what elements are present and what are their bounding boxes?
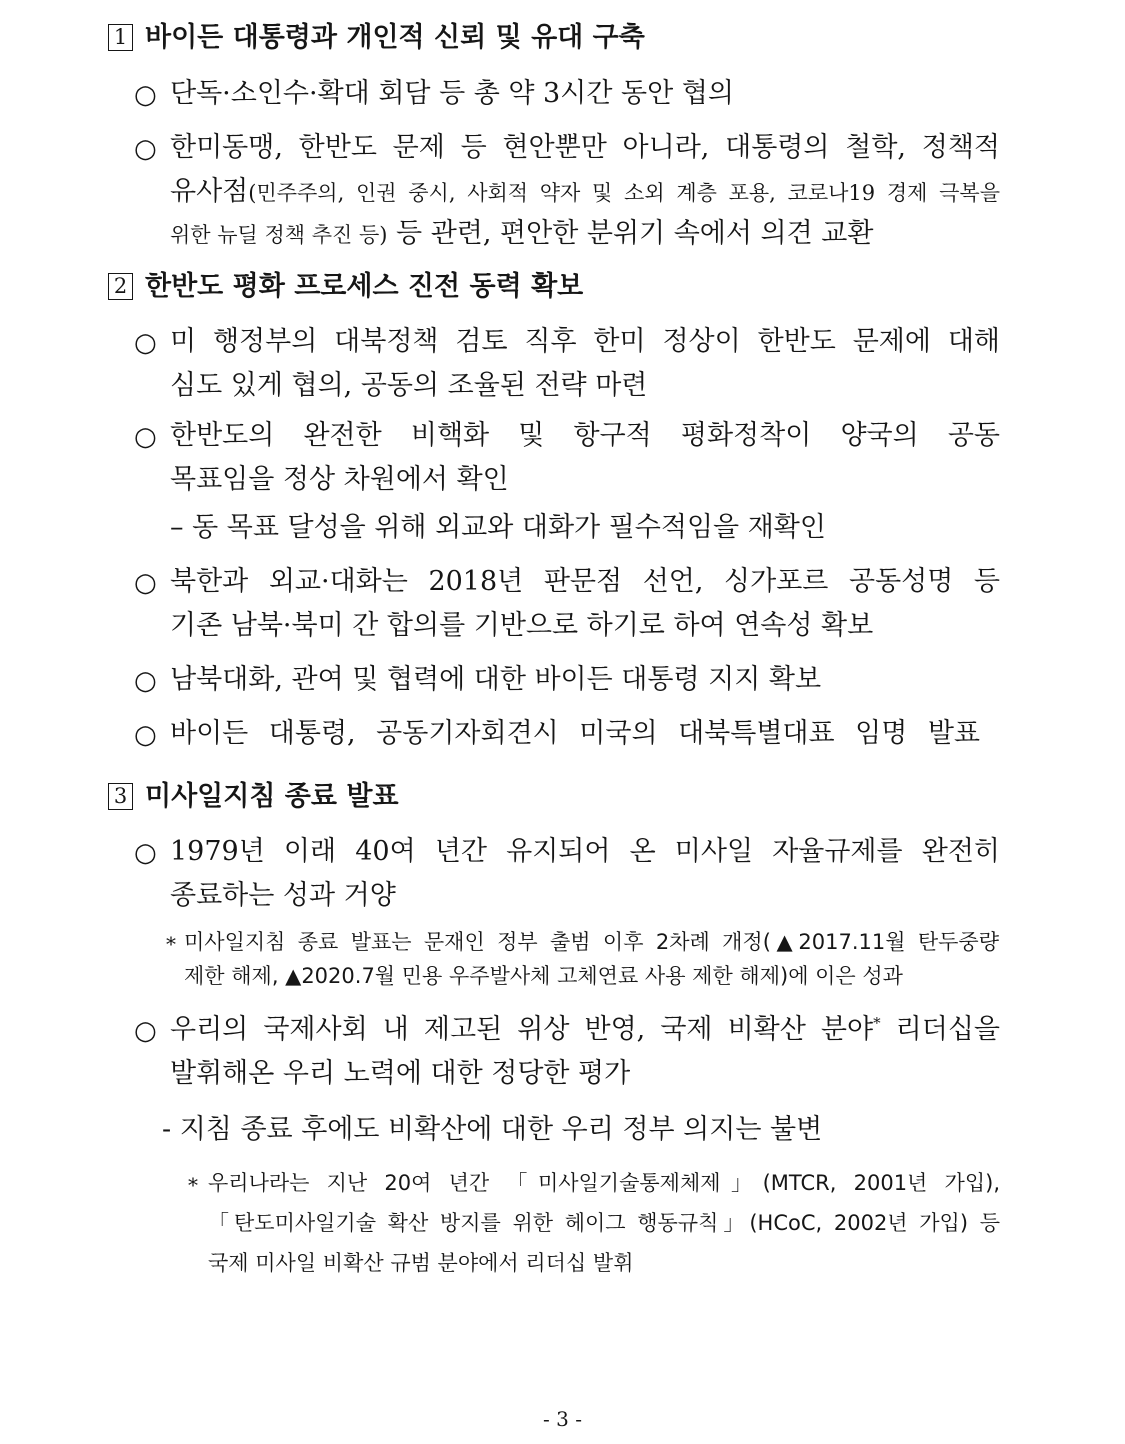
item-text: 1979년 이래 40여 년간 유지되어 온 미사일 자율규제를 완전히 — [170, 836, 1000, 867]
item-text-parenthetical: (민주주의, 인권 중시, 사회적 약자 및 소외 계층 포용, 코로나19 경제 극복을 — [248, 181, 1000, 205]
footnote-marker: * — [873, 1014, 881, 1032]
item-text-main: 우리의 국제사회 내 제고된 위상 반영, 국제 비확산 분야 — [170, 1014, 874, 1045]
item-text: 단독·소인수·확대 회담 등 총 약 3시간 동안 협의 — [170, 78, 734, 109]
bullet-icon: ○ — [134, 1016, 157, 1046]
bullet-icon: ○ — [134, 838, 157, 868]
bullet-icon: ○ — [134, 422, 157, 452]
page-number: - 3 - — [543, 1407, 582, 1431]
bullet-icon: ○ — [134, 328, 157, 358]
section-number-box: 1 — [108, 24, 133, 51]
section-3-heading — [108, 783, 399, 810]
bullet-icon: ○ — [134, 134, 157, 164]
section-title: 한반도 평화 프로세스 진전 동력 확보 — [145, 271, 584, 302]
item-text-main: 리더십을 — [880, 1014, 1000, 1045]
item-text-line — [170, 220, 873, 247]
section-title: 미사일지침 종료 발표 — [145, 781, 399, 812]
section-1-heading — [108, 24, 645, 51]
item-text: 종료하는 성과 거양 — [170, 880, 396, 911]
item-text: 북한과 외교·대화는 2018년 판문점 선언, 싱가포르 공동성명 등 — [170, 566, 1000, 597]
item-text: 한반도의 완전한 비핵화 및 항구적 평화정착이 양국의 공동 — [170, 420, 1000, 451]
sub-item-text: – 동 목표 달성을 위해 외교와 대화가 필수적임을 재확인 — [170, 512, 826, 543]
item-text: 기존 남북·북미 간 합의를 기반으로 하기로 하여 연속성 확보 — [170, 610, 874, 641]
item-text-parenthetical: 위한 뉴딜 정책 추진 등) — [170, 223, 388, 247]
section-number-box: 2 — [108, 273, 133, 300]
bullet-icon: ○ — [134, 568, 157, 598]
footnote-text: 우리나라는 지난 20여 년간 「미사일기술통제체제」(MTCR, 2001년 가입), — [208, 1171, 1000, 1195]
item-text-main: 유사점 — [170, 176, 249, 207]
sub-item-text: - 지침 종료 후에도 비확산에 대한 우리 정부 의지는 불변 — [162, 1114, 823, 1145]
item-text: 바이든 대통령, 공동기자회견시 미국의 대북특별대표 임명 발표 — [170, 718, 980, 749]
item-text-line — [170, 178, 1000, 205]
bullet-icon: ○ — [134, 80, 157, 110]
footnote-text: 미사일지침 종료 발표는 문재인 정부 출범 이후 2차례 개정(▲2017.11월 탄두중량 — [184, 930, 999, 954]
item-text-main: 등 관련, 편안한 분위기 속에서 의견 교환 — [387, 218, 874, 249]
item-text: 심도 있게 협의, 공동의 조율된 전략 마련 — [170, 370, 648, 401]
section-number-box: 3 — [108, 783, 133, 810]
item-text-line — [170, 1016, 1000, 1043]
bullet-icon: ○ — [134, 720, 157, 750]
footnote-text: 「탄도미사일기술 확산 방지를 위한 헤이그 행동규칙」(HCoC, 2002년 가입) 등 — [208, 1211, 1000, 1235]
item-text: 미 행정부의 대북정책 검토 직후 한미 정상이 한반도 문제에 대해 — [170, 326, 1000, 357]
item-text: 목표임을 정상 차원에서 확인 — [170, 464, 509, 495]
footnote-text: 국제 미사일 비확산 규범 분야에서 리더십 발휘 — [208, 1251, 634, 1275]
asterisk-icon: * — [188, 1173, 198, 1197]
item-text: 한미동맹, 한반도 문제 등 현안뿐만 아니라, 대통령의 철학, 정책적 — [170, 132, 1000, 163]
bullet-icon: ○ — [134, 666, 157, 696]
asterisk-icon: * — [166, 932, 176, 956]
item-text: 발휘해온 우리 노력에 대한 정당한 평가 — [170, 1058, 631, 1089]
section-title: 바이든 대통령과 개인적 신뢰 및 유대 구축 — [145, 22, 645, 53]
item-text: 남북대화, 관여 및 협력에 대한 바이든 대통령 지지 확보 — [170, 664, 822, 695]
section-2-heading — [108, 273, 583, 300]
footnote-text: 제한 해제, ▲2020.7월 민용 우주발사체 고체연료 사용 제한 해제)에 이은 성과 — [184, 964, 903, 988]
